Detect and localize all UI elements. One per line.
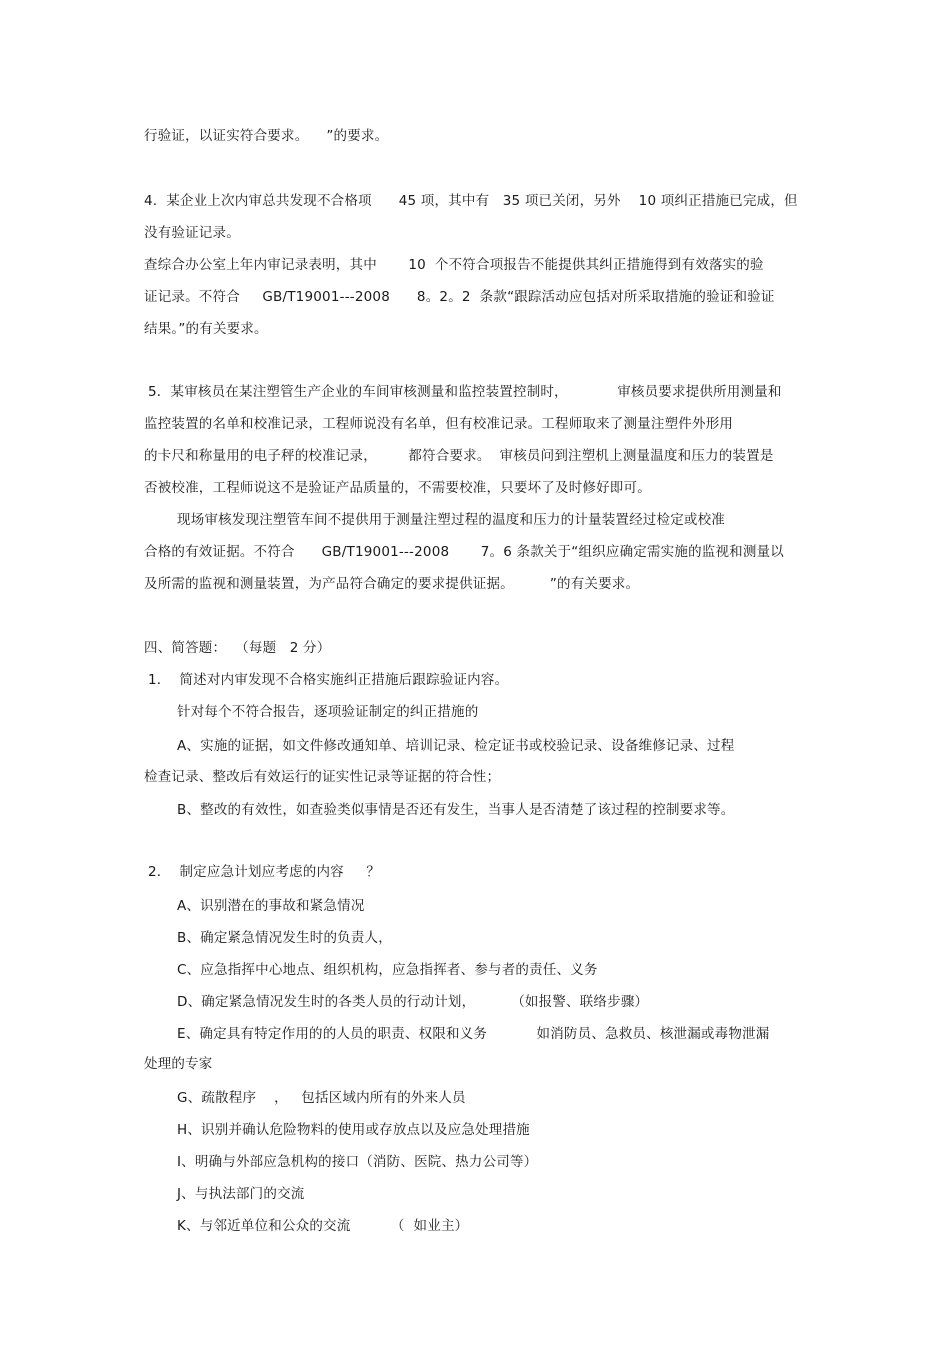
text-line: 合格的有效证据。不符合 GB/T19001---2008 7。6 条款关于“组织应确定需实施的监视和测量以 xyxy=(144,544,784,560)
text-line: 结果。”的有关要求。 xyxy=(144,321,268,337)
text-line: 没有验证记录。 xyxy=(144,225,240,241)
text-line: 证记录。不符合 GB/T19001---2008 8。2。2 条款“跟踪活动应包括对所采取措施的验证和验证 xyxy=(144,289,775,305)
text-line: A、实施的证据，如文件修改通知单、培训记录、检定证书或校验记录、设备维修记录、过程 xyxy=(177,738,735,754)
text-line: 的卡尺和称量用的电子秤的校准记录， 都符合要求。 审核员问到注塑机上测量温度和压力的装置是 xyxy=(144,448,774,464)
text-line: 检查记录、整改后有效运行的证实性记录等证据的符合性； xyxy=(144,769,501,785)
question-title: 1． 简述对内审发现不合格实施纠正措施后跟踪验证内容。 xyxy=(148,672,509,688)
list-item: K、与邻近单位和公众的交流 （ 如业主） xyxy=(177,1218,469,1234)
text-line: 查综合办公室上年内审记录表明，其中 10 个不符合项报告不能提供其纠正措施得到有效落实的验 xyxy=(144,257,764,273)
list-item: D、确定紧急情况发生时的各类人员的行动计划， （如报警、联络步骤） xyxy=(177,994,649,1010)
list-item: G、疏散程序 ， 包括区域内所有的外来人员 xyxy=(177,1090,466,1106)
text-line: 及所需的监视和测量装置，为产品符合确定的要求提供证据。 ”的有关要求。 xyxy=(144,576,640,592)
list-item: 处理的专家 xyxy=(144,1056,213,1072)
list-item: E、确定具有特定作用的的人员的职责、权限和义务 如消防员、急救员、核泄漏或毒物泄漏 xyxy=(177,1026,770,1042)
text-line: 否被校准，工程师说这不是验证产品质量的，不需要校准，只要坏了及时修好即可。 xyxy=(144,480,651,496)
list-item: C、应急指挥中心地点、组织机构，应急指挥者、参与者的责任、义务 xyxy=(177,962,598,978)
list-item: A、识别潜在的事故和紧急情况 xyxy=(177,898,365,914)
text-line: 4. 某企业上次内审总共发现不合格项 45 项，其中有 35 项已关闭，另外 10 项纠正措施已完成，但 xyxy=(144,193,798,209)
list-item: B、确定紧急情况发生时的负责人， xyxy=(177,930,392,946)
question-title: 2． 制定应急计划应考虑的内容 ？ xyxy=(148,864,381,880)
list-item: J、与执法部门的交流 xyxy=(177,1186,305,1202)
text-line: 5．某审核员在某注塑管生产企业的车间审核测量和监控装置控制时， 审核员要求提供所用测量和 xyxy=(148,384,782,400)
section-heading: 四、简答题： （每题 2 分） xyxy=(144,640,331,656)
text-line: 监控装置的名单和校准记录，工程师说没有名单，但有校准记录。工程师取来了测量注塑件外形用 xyxy=(144,416,734,432)
list-item: I、明确与外部应急机构的接口（消防、医院、热力公司等） xyxy=(177,1154,538,1170)
list-item: H、识别并确认危险物料的使用或存放点以及应急处理措施 xyxy=(177,1122,530,1138)
text-line: 行验证，以证实符合要求。 ”的要求。 xyxy=(144,128,389,144)
text-line: 针对每个不符合报告，逐项验证制定的纠正措施的 xyxy=(177,704,479,720)
text-line: 现场审核发现注塑管车间不提供用于测量注塑过程的温度和压力的计量装置经过检定或校准 xyxy=(177,512,725,528)
text-line: B、整改的有效性，如查验类似事情是否还有发生，当事人是否清楚了该过程的控制要求等。 xyxy=(177,802,735,818)
